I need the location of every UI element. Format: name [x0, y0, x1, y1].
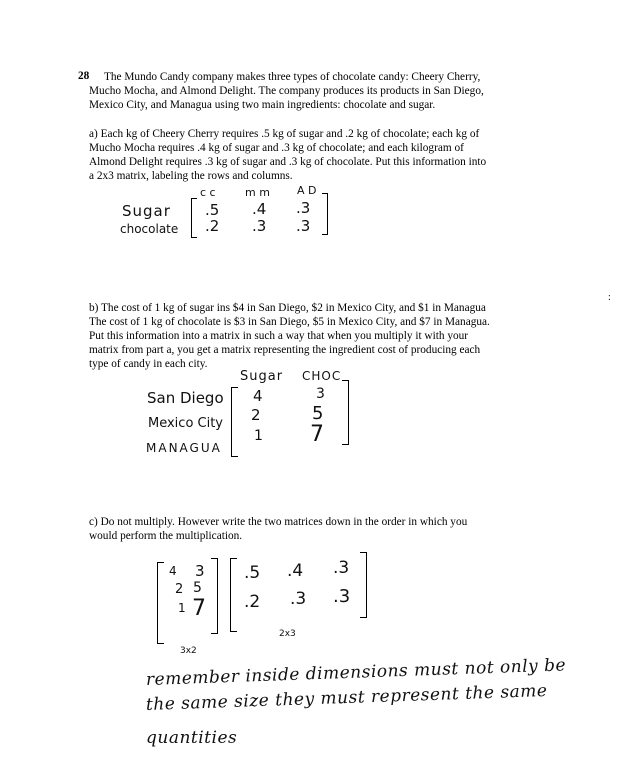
cell: 7 — [310, 422, 324, 447]
row-label-managua: MANAGUA — [146, 441, 222, 455]
cell: 7 — [192, 596, 206, 621]
dimension-label: 3x2 — [180, 646, 197, 656]
cell: .3 — [333, 558, 350, 578]
left-bracket — [230, 558, 237, 632]
col-label-choc: CHOC — [302, 369, 342, 383]
right-bracket — [322, 193, 328, 235]
cell: 2 — [251, 406, 261, 424]
cell: 5 — [312, 403, 324, 424]
note-line-3: quantities — [146, 728, 238, 748]
cell: .2 — [205, 217, 220, 235]
left-bracket — [191, 198, 197, 238]
cell: .5 — [205, 201, 220, 219]
row-label-san-diego: San Diego — [147, 389, 224, 407]
problem-intro-line-1: The Mundo Candy company makes three types of chocolate candy: Cheery Cherry, — [104, 71, 481, 83]
part-c-line-2: would perform the multiplication. — [89, 530, 243, 542]
cell: .3 — [290, 589, 307, 609]
cell: .5 — [244, 563, 261, 583]
note-line-1: remember inside dimensions must not only be — [145, 655, 567, 690]
cell: 5 — [193, 580, 202, 596]
left-bracket — [157, 562, 164, 644]
col-label-sugar: Sugar — [240, 369, 284, 384]
cell: 1 — [254, 428, 263, 444]
dimension-label: 2x3 — [279, 629, 296, 639]
part-a-line-1: a) Each kg of Cheery Cherry requires .5 kg of sugar and .2 kg of chocolate; each kg of — [89, 128, 480, 140]
part-c-line-1: c) Do not multiply. However write the two matrices down in the order in which you — [89, 516, 468, 528]
cell: 3 — [316, 386, 325, 402]
row-label-chocolate: chocolate — [120, 222, 179, 236]
left-bracket — [231, 387, 238, 457]
cell: 2 — [175, 582, 184, 597]
cell: .3 — [252, 217, 267, 235]
problem-number-text: 28 — [78, 70, 90, 82]
problem-number — [78, 70, 89, 84]
col-label-ad: A D — [297, 184, 317, 197]
problem-intro-line-3: Mexico City, and Managua using two main ingredients: chocolate and sugar. — [89, 99, 436, 111]
stray-mark: : — [608, 292, 611, 303]
cell: 4 — [169, 564, 177, 578]
note-line-2: the same size they must represent the same — [145, 680, 548, 715]
cell: 1 — [178, 601, 186, 615]
cell: .3 — [296, 217, 311, 235]
cell: .2 — [244, 592, 261, 612]
row-label-mexico-city: Mexico City — [148, 416, 224, 431]
problem-intro-line-2: Mucho Mocha, and Almond Delight. The company produces its products in San Diego, — [89, 85, 484, 97]
part-a-line-4: a 2x3 matrix, labeling the rows and columns. — [89, 170, 293, 182]
cell: 3 — [195, 562, 205, 580]
part-b-line-4: matrix from part a, you get a matrix representing the ingredient cost of producing each — [89, 344, 481, 356]
part-a-line-2: Mucho Mocha requires .4 kg of sugar and .3 kg of chocolate; and each kilogram of — [89, 142, 464, 154]
part-a-line-3: Almond Delight requires .3 kg of sugar and .3 kg of chocolate. Put this information into — [89, 156, 487, 168]
cell: .4 — [287, 561, 304, 581]
part-b-line-3: Put this information into a matrix in such a way that when you multiply it with your — [89, 330, 469, 342]
right-bracket — [211, 558, 218, 634]
col-label-cc: c c — [200, 186, 216, 199]
right-bracket — [342, 380, 349, 445]
cell: .3 — [296, 199, 311, 217]
part-b-line-1: b) The cost of 1 kg of sugar ins $4 in San Diego, $2 in Mexico City, and $1 in Managua — [89, 302, 486, 314]
part-b-line-5: type of candy in each city. — [89, 358, 208, 370]
right-bracket — [360, 552, 367, 618]
cell: .4 — [252, 200, 267, 218]
row-label-sugar: Sugar — [122, 202, 171, 220]
part-b-line-2: The cost of 1 kg of chocolate is $3 in San Diego, $5 in Mexico City, and $7 in Managua. — [89, 316, 490, 328]
col-label-mm: m m — [245, 186, 270, 199]
cell: .3 — [333, 586, 351, 607]
cell: 4 — [253, 387, 263, 405]
